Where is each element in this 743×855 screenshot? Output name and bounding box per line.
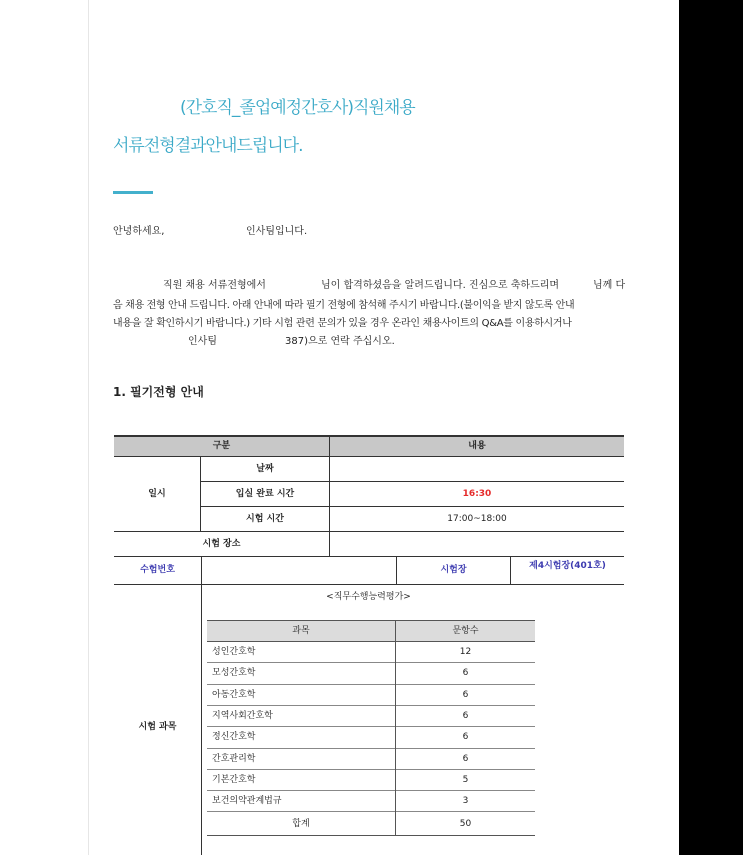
subject-name: 아동간호학: [212, 689, 256, 700]
inner-rule: [207, 705, 535, 706]
venue-label: 시험 장소: [202, 539, 241, 549]
subject-count: 6: [462, 710, 469, 721]
subject-name: 정신간호학: [212, 732, 256, 743]
inner-rule: [207, 684, 535, 685]
checkin-value: 16:30: [462, 489, 492, 499]
subject-name: 성인간호학: [212, 647, 256, 657]
greeting-team: 인사팀입니다.: [246, 226, 308, 237]
left-margin: [0, 0, 88, 855]
inner-rule: [207, 835, 535, 836]
total-label: 합계: [292, 819, 310, 829]
subject-name: 간호관리학: [212, 753, 256, 764]
header-category: 구분: [212, 441, 231, 451]
subject-count: 6: [462, 689, 469, 700]
subjects-caption: <직무수행능력평가>: [326, 592, 411, 602]
exam-room-value: 제4시험장(401호): [529, 561, 606, 571]
subjects-head-name: 과목: [292, 626, 310, 636]
exam-room-label: 시험장: [440, 565, 467, 575]
inner-rule: [207, 790, 535, 791]
body-line: 직원 채용 서류전형에서: [163, 280, 266, 291]
subject-count: 3: [462, 796, 469, 807]
subjects-label: 시험 과목: [138, 722, 177, 732]
schedule-label: 일시: [148, 489, 166, 499]
inner-vrule: [395, 621, 396, 836]
inner-rule: [207, 769, 535, 770]
body-line: 님이 합격하셨음을 알려드립니다. 진심으로 축하드리며: [321, 280, 560, 291]
section-heading: 1. 필기전형 안내: [113, 385, 204, 399]
doc-title-line2: 서류전형결과안내드립니다.: [113, 136, 303, 156]
subject-count: 6: [462, 753, 469, 764]
subject-count: 12: [459, 647, 472, 657]
table-rule: [200, 506, 624, 507]
greeting-text: 안녕하세요,: [113, 226, 165, 237]
inner-rule: [207, 748, 535, 749]
body-line: 387)으로 연락 주십시오.: [285, 336, 395, 347]
exam-number-label: 수험번호: [140, 565, 175, 575]
title-accent-divider: [113, 191, 153, 194]
body-line: 내용을 잘 확인하시기 바랍니다.) 기타 시험 관련 문의가 있을 경우 온라인 채용사이트의 Q&A를 이용하시거나: [113, 318, 572, 329]
doc-title-line1: (간호직_졸업예정간호사)직원채용: [180, 98, 415, 118]
inner-rule: [207, 726, 535, 727]
subject-name: 보건의약관계법규: [212, 796, 282, 807]
exam-time-value: 17:00~18:00: [447, 514, 507, 524]
table-rule: [114, 531, 624, 532]
inner-rule: [207, 620, 535, 621]
table-rule: [114, 456, 624, 457]
table-rule: [200, 481, 624, 482]
right-margin: [655, 0, 679, 855]
total-value: 50: [459, 819, 472, 829]
date-label: 날짜: [256, 464, 274, 474]
subject-count: 6: [462, 668, 469, 679]
body-line: 음 채용 전형 안내 드립니다. 아래 안내에 따라 필기 전형에 참석해 주시기 바랍니다.(불이익을 받지 않도록 안내: [113, 300, 575, 311]
header-content: 내용: [468, 441, 486, 451]
subject-name: 기본간호학: [212, 774, 256, 785]
subjects-head-count: 문항수: [452, 626, 479, 636]
table-rule: [114, 584, 624, 585]
exam-time-label: 시험 시간: [246, 514, 284, 524]
body-line: 인사팀: [188, 336, 217, 347]
subject-name: 지역사회간호학: [212, 710, 273, 721]
table-rule: [114, 556, 624, 557]
inner-rule: [207, 811, 535, 812]
inner-rule: [207, 641, 535, 642]
subject-count: 5: [462, 774, 469, 785]
subject-name: 모성간호학: [212, 668, 256, 679]
body-line: 님께 다: [593, 280, 626, 291]
checkin-label: 입실 완료 시간: [235, 489, 295, 499]
inner-rule: [207, 662, 535, 663]
table-top-border: [114, 435, 624, 437]
subject-count: 6: [462, 732, 469, 743]
